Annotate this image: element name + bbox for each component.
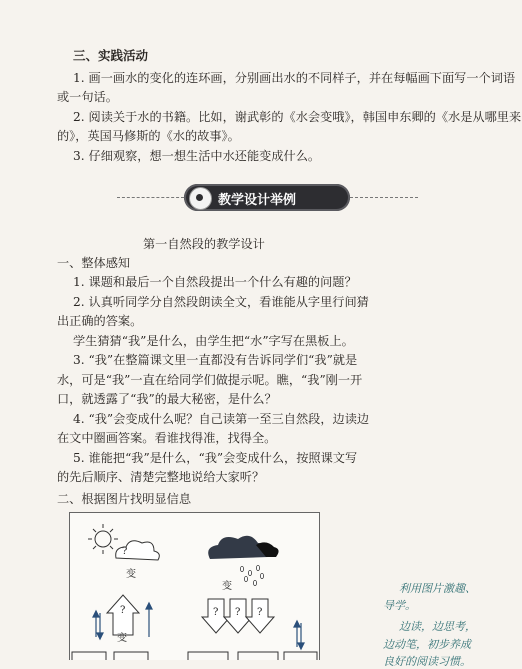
- design-line: 2. 认真听同学分自然段朗读全文，看谁能从字里行间猜: [73, 295, 369, 309]
- design-line: 水，可是“我”一直在给同学们做提示呢。瞧，“我”刚一开: [57, 373, 363, 387]
- activity-line: 1. 画一画水的变化的连环画，分别画出水的不同样子，并在每幅画下面写一个词语: [73, 71, 516, 85]
- activity-line: 3. 仔细观察，想一想生活中水还能变成什么。: [73, 149, 321, 163]
- illustration-drawing: [70, 513, 319, 660]
- activity-line: 的》，英国马修斯的《水的故事》。: [57, 129, 240, 143]
- subheading: 二、根据图片找明显信息: [57, 492, 192, 506]
- margin-note-line: 导学。: [383, 599, 416, 612]
- activity-line: 或一句话。: [57, 90, 118, 104]
- arrow-shapes: [107, 595, 274, 635]
- design-line: 出正确的答案。: [57, 314, 143, 328]
- cd-disc-icon: [189, 187, 212, 210]
- banner-rule-right: [350, 197, 418, 198]
- banner-rule-left: [117, 197, 184, 198]
- design-line: 3. “我”在整篇课文里一直都没有告诉同学们“我”就是: [73, 353, 358, 367]
- design-line: 口，就透露了“我”的最大秘密，是什么？: [57, 392, 277, 406]
- subheading: 一、整体感知: [57, 256, 131, 270]
- change-label: 变: [126, 569, 136, 580]
- design-line: 的先后顺序、清楚完整地说给大家听？: [57, 470, 265, 484]
- design-line: 4. “我”会变成什么呢？自己读第一至三自然段，边读边: [73, 412, 370, 426]
- activity-line: 2. 阅读关于水的书籍。比如，谢武彰的《水会变哦》，韩国申东卿的《水是从哪里来: [73, 110, 522, 124]
- sun-icon: [88, 524, 118, 554]
- design-line: 1. 课题和最后一个自然段提出一个什么有趣的问题？: [73, 275, 357, 289]
- question-mark: ?: [257, 607, 263, 618]
- design-line: 学生猜猜“我”是什么，由学生把“水”字写在黑板上。: [73, 334, 354, 348]
- change-label: 变: [222, 581, 232, 592]
- margin-note-line: 边动笔，初步养成: [383, 638, 471, 651]
- water-cycle-illustration: [69, 512, 320, 660]
- design-line: 5. 谁能把“我”是什么，“我”会变成什么，按照课文写: [73, 451, 358, 465]
- rain-drops: [240, 565, 263, 585]
- margin-note-line: 边读，边思考，: [399, 620, 476, 633]
- question-mark: ?: [120, 605, 126, 616]
- change-label: 变: [117, 633, 127, 644]
- margin-note-line: 利用图片激趣、: [399, 582, 476, 595]
- question-mark: ?: [122, 546, 128, 557]
- question-mark: ?: [213, 607, 219, 618]
- question-mark: ?: [235, 607, 241, 618]
- margin-note-line: 良好的阅读习惯。: [383, 655, 471, 668]
- section-banner: [184, 184, 350, 211]
- storm-cloud-icon: [208, 536, 278, 559]
- section-heading: 三、实践活动: [73, 48, 149, 63]
- design-line: 在文中圈画答案。看谁找得准，找得全。: [57, 431, 277, 445]
- banner-label: 教学设计举例: [218, 193, 297, 208]
- design-title: 第一自然段的教学设计: [143, 237, 265, 251]
